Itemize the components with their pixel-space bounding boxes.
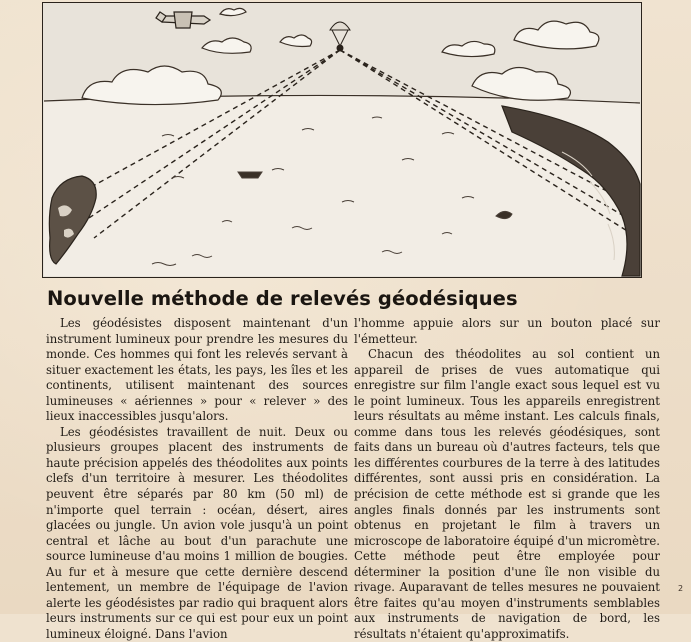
- article-column-left: [46, 316, 348, 642]
- illustration-svg: [42, 2, 642, 278]
- article-column-right: [354, 316, 660, 642]
- airplane-wing: [174, 12, 192, 28]
- small-island: [238, 172, 262, 178]
- article-paragraph: Chacun des théodolites au sol contient un appareil de prises de vues automatique qui enregistre sur film l'angle exact sous lequel est vu le point lumineux. Tous les appareils enregistrent leurs résultats au même instant. Les calculs finals, comme dans tous les relevés géodésiques, sont faits dans un bureau où d'autres facteurs, tels que les différentes courbures de la terre à des latitudes différentes, sont aussi pris en considération. La précision de cette méthode est si grande que les angles finals donnés par les instruments sont obtenus en projetant le film à travers un microscope de laboratoire équipé d'un micromètre. Cette méthode peut être employée pour déterminer la position d'une île non visible du rivage. Auparavant de telles mesures ne pouvaient être faites qu'au moyen d'instruments semblables aux instruments de navigation de bord, les résultats n'étaient qu'approximatifs.: [354, 347, 660, 641]
- article-title: Nouvelle méthode de relevés géodésiques: [47, 287, 518, 310]
- article-paragraph: Les géodésistes travaillent de nuit. Deux ou plusieurs groupes placent des instruments de haute précision appelés des théodolites aux points clefs d'un territoire à mesurer. Les théodolites peuvent être séparés par 80 km (50 ml) de n'importe quel terrain : océan, désert, aires glacées ou jungle. Un avion vole jusqu'à un point central et lâche au bout d'un parachute une source lumineuse d'au moins 1 million de bougies. Au fur et à mesure que cette dernière descend lentement, un membre de l'équipage de l'avion alerte les géodésistes par radio qui braquent alors leurs instruments sur ce qui est pour eux un point lumineux éloigné. Dans l'avion: [46, 424, 348, 641]
- article-paragraph: l'homme appuie alors sur un bouton placé sur l'émetteur.: [354, 316, 660, 346]
- illustration-parachute-flare: [42, 2, 642, 278]
- page-mark: 2: [678, 584, 684, 593]
- article-paragraph: Les géodésistes disposent maintenant d'un instrument lumineux pour prendre les mesures du monde. Ces hommes qui font les relevés servant à situer exactement les états, les pays, les îles et les continents, utilisent maintenant des sources lumineuses « aériennes » pour « relever » des lieux inaccessibles jusqu'alors.: [46, 316, 348, 424]
